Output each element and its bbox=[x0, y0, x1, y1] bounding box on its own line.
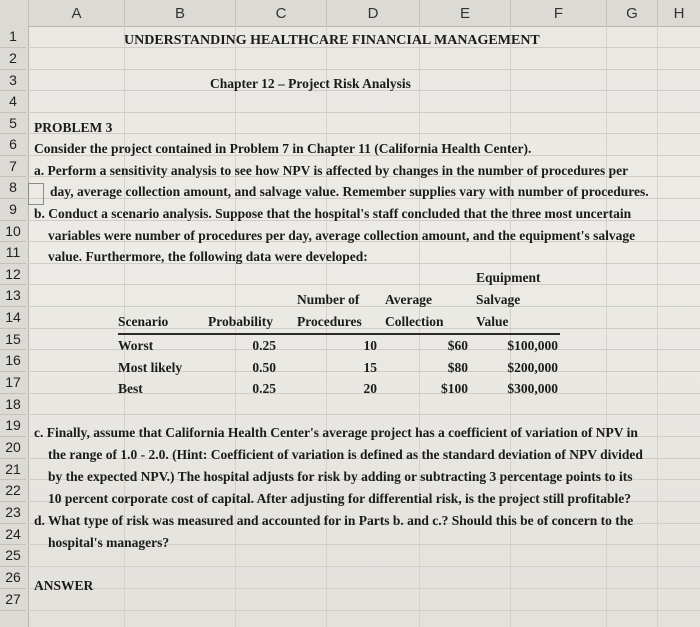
table-cell-procedures[interactable]: 20 bbox=[363, 381, 377, 396]
row-header-17[interactable]: 17 bbox=[0, 372, 26, 394]
header-collection[interactable]: Collection bbox=[385, 314, 444, 329]
grid-line bbox=[606, 26, 607, 627]
table-cell-probability[interactable]: 0.50 bbox=[252, 360, 276, 375]
row-header-3[interactable]: 3 bbox=[0, 70, 26, 91]
row-header-16[interactable]: 16 bbox=[0, 350, 26, 372]
grid-line bbox=[28, 414, 700, 415]
selected-cell-a8[interactable] bbox=[28, 183, 44, 205]
table-cell-scenario[interactable]: Most likely bbox=[118, 360, 183, 375]
grid-line bbox=[28, 112, 700, 113]
row-header-12[interactable]: 12 bbox=[0, 264, 26, 285]
table-cell-probability[interactable]: 0.25 bbox=[252, 338, 276, 353]
problem-text-line-23[interactable]: d. What type of risk was measured and accounted for in Parts b. and c.? Should this be of concern to the bbox=[34, 513, 634, 528]
grid-line bbox=[28, 610, 700, 611]
answer-label[interactable]: ANSWER bbox=[34, 578, 94, 593]
problem-text-line-22[interactable]: 10 percent corporate cost of capital. After adjusting for differential risk, is the project still profitable? bbox=[48, 491, 632, 506]
header-scenario[interactable]: Scenario bbox=[118, 314, 169, 329]
row-header-9[interactable]: 9 bbox=[0, 199, 26, 221]
grid-line bbox=[510, 26, 511, 627]
problem-text-line-20[interactable]: the range of 1.0 - 2.0. (Hint: Coefficient of variation is defined as the standard deviation of NPV divided bbox=[48, 447, 643, 462]
column-header-b[interactable]: B bbox=[125, 0, 236, 26]
problem-text-line-10[interactable]: variables were number of procedures per day, average collection amount, and the equipment's salvage bbox=[48, 228, 636, 243]
problem-text-line-24[interactable]: hospital's managers? bbox=[48, 535, 170, 550]
table-cell-value[interactable]: $300,000 bbox=[507, 381, 558, 396]
column-header-g[interactable]: G bbox=[607, 0, 658, 26]
row-header-26[interactable]: 26 bbox=[0, 567, 26, 589]
grid-line bbox=[28, 306, 700, 307]
row-header-23[interactable]: 23 bbox=[0, 502, 26, 524]
row-header-20[interactable]: 20 bbox=[0, 437, 26, 459]
header-value[interactable]: Value bbox=[476, 314, 509, 329]
row-header-15[interactable]: 15 bbox=[0, 329, 26, 350]
problem-text-line-6[interactable]: Consider the project contained in Problem 7 in Chapter 11 (California Health Center). bbox=[34, 141, 532, 156]
table-cell-collection[interactable]: $60 bbox=[447, 338, 468, 353]
sheet-title[interactable]: UNDERSTANDING HEALTHCARE FINANCIAL MANAGEMENT bbox=[124, 33, 540, 48]
column-header-e[interactable]: E bbox=[420, 0, 511, 26]
column-header-f[interactable]: F bbox=[511, 0, 607, 26]
header-probability[interactable]: Probability bbox=[208, 314, 274, 329]
table-header-underline bbox=[118, 333, 560, 335]
column-header-h[interactable]: H bbox=[673, 5, 685, 22]
row-header-21[interactable]: 21 bbox=[0, 459, 26, 480]
problem-text-line-9[interactable]: b. Conduct a scenario analysis. Suppose that the hospital's staff concluded that the three most uncertain bbox=[34, 206, 632, 221]
header-procedures[interactable]: Procedures bbox=[297, 314, 362, 329]
row-header-25[interactable]: 25 bbox=[0, 545, 26, 567]
row-header-27[interactable]: 27 bbox=[0, 589, 26, 611]
table-cell-procedures[interactable]: 10 bbox=[363, 338, 377, 353]
column-header-a[interactable]: A bbox=[29, 0, 125, 26]
row-header-19[interactable]: 19 bbox=[0, 415, 26, 437]
row-header-8[interactable]: 8 bbox=[0, 177, 26, 199]
row-header-5[interactable]: 5 bbox=[0, 113, 26, 134]
table-cell-scenario[interactable]: Worst bbox=[118, 338, 154, 353]
problem-text-line-21[interactable]: by the expected NPV.) The hospital adjusts for risk by adding or subtracting 3 percentage points to its bbox=[48, 469, 633, 484]
grid-line bbox=[28, 566, 700, 567]
row-header-10[interactable]: 10 bbox=[0, 221, 26, 242]
row-header-13[interactable]: 13 bbox=[0, 285, 26, 307]
header-salvage[interactable]: Salvage bbox=[476, 292, 521, 307]
problem-text-line-11[interactable]: value. Furthermore, the following data were developed: bbox=[48, 249, 368, 264]
row-header-4[interactable]: 4 bbox=[0, 91, 26, 113]
column-header-c[interactable]: C bbox=[236, 0, 327, 26]
grid-line bbox=[28, 588, 700, 589]
select-all-corner[interactable] bbox=[0, 0, 29, 26]
grid-line bbox=[28, 133, 700, 134]
column-header-d[interactable]: D bbox=[327, 0, 420, 26]
chapter-title[interactable]: Chapter 12 – Project Risk Analysis bbox=[210, 76, 411, 91]
row-header-6[interactable]: 6 bbox=[0, 134, 26, 156]
table-cell-value[interactable]: $100,000 bbox=[507, 338, 558, 353]
row-header-1[interactable]: 1 bbox=[0, 26, 26, 48]
header-equipment[interactable]: Equipment bbox=[476, 270, 541, 285]
problem-text-line-19[interactable]: c. Finally, assume that California Health Center's average project has a coefficient of variation of NPV in bbox=[34, 425, 638, 440]
grid-line bbox=[28, 284, 700, 285]
grid-line bbox=[657, 26, 658, 627]
table-cell-scenario[interactable]: Best bbox=[118, 381, 143, 396]
table-cell-probability[interactable]: 0.25 bbox=[252, 381, 276, 396]
grid-line bbox=[28, 69, 700, 70]
header-average[interactable]: Average bbox=[385, 292, 432, 307]
row-header-7[interactable]: 7 bbox=[0, 156, 26, 177]
problem-text-line-8[interactable]: day, average collection amount, and salvage value. Remember supplies vary with number of procedures. bbox=[50, 184, 649, 199]
row-header-24[interactable]: 24 bbox=[0, 524, 26, 545]
row-header-22[interactable]: 22 bbox=[0, 480, 26, 502]
problem-text-line-7[interactable]: a. Perform a sensitivity analysis to see how NPV is affected by changes in the number of procedures per bbox=[34, 163, 629, 178]
row-header-18[interactable]: 18 bbox=[0, 394, 26, 415]
row-header-11[interactable]: 11 bbox=[0, 242, 26, 264]
problem-label[interactable]: PROBLEM 3 bbox=[34, 120, 113, 135]
header-number-of[interactable]: Number of bbox=[297, 292, 360, 307]
table-cell-procedures[interactable]: 15 bbox=[363, 360, 377, 375]
table-cell-collection[interactable]: $100 bbox=[441, 381, 468, 396]
column-header-bar bbox=[0, 0, 700, 27]
row-header-2[interactable]: 2 bbox=[0, 48, 26, 70]
table-cell-collection[interactable]: $80 bbox=[447, 360, 468, 375]
row-header-14[interactable]: 14 bbox=[0, 307, 26, 329]
table-cell-value[interactable]: $200,000 bbox=[507, 360, 558, 375]
